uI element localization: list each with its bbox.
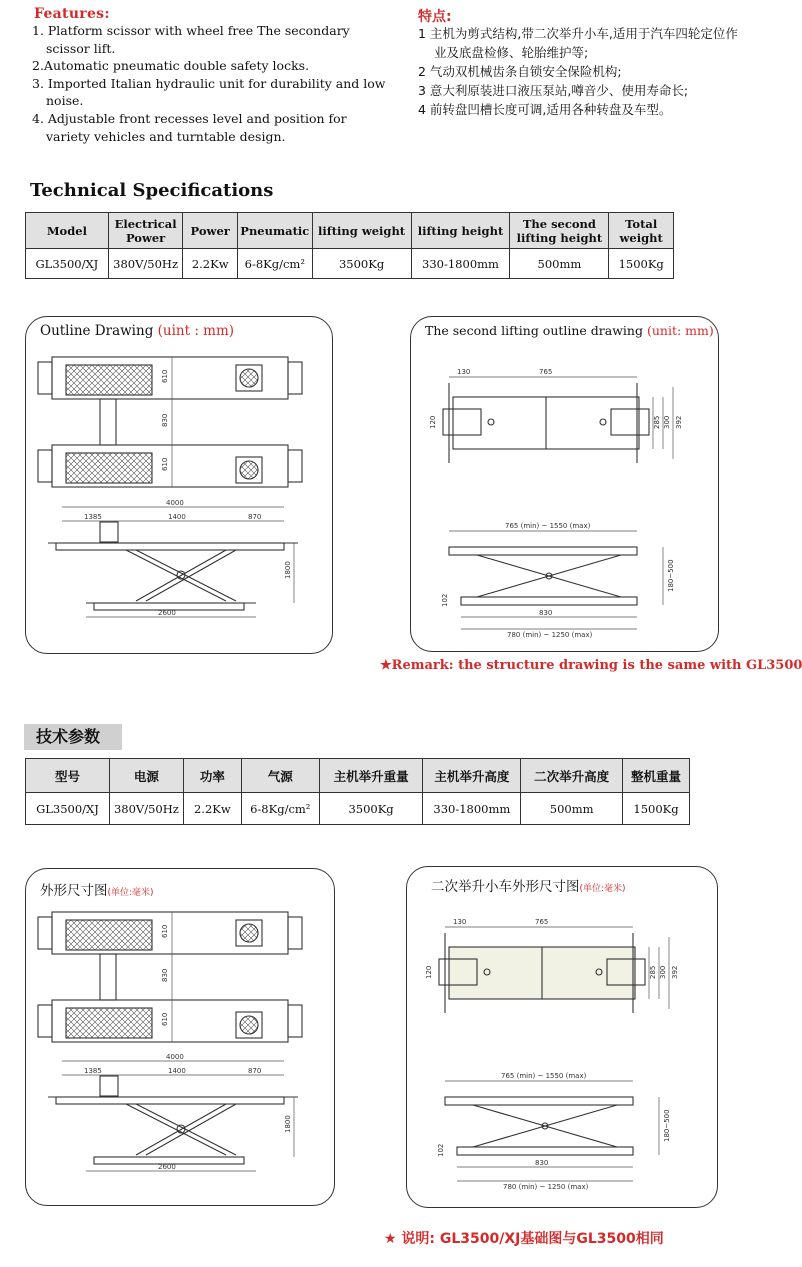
outline-drawing-title: Outline Drawing (uint : mm) [40, 323, 235, 339]
table-header: Power [183, 213, 238, 249]
table-header: 主机举升高度 [423, 759, 521, 793]
dim-label: 610 [161, 924, 169, 938]
table-header: lifting weight [312, 213, 411, 249]
table-header: 主机举升重量 [319, 759, 423, 793]
dim-label: 1385 [84, 513, 102, 521]
table-header: 整机重量 [623, 759, 690, 793]
dim-label: 830 [535, 1159, 549, 1167]
dim-label: 1800 [284, 561, 292, 579]
table-cell: 2.2Kw [183, 249, 238, 279]
table-cell: 6-8Kg/cm² [241, 793, 319, 825]
second-lift-drawing-zh [407, 867, 717, 1207]
table-header: Electrical Power [108, 213, 183, 249]
dim-label: 2600 [158, 609, 176, 617]
second-lift-drawing-zh-title: 二次举升小车外形尺寸图(单位:毫米) [431, 879, 626, 895]
table-cell: GL3500/XJ [26, 249, 109, 279]
list-item: 4 前转盘凹槽长度可调,适用各种转盘及车型。 [418, 102, 672, 117]
outline-drawing [26, 317, 332, 653]
list-item: 3. Imported Italian hydraulic unit for durability and low noise. [32, 75, 386, 109]
dim-label: 392 [671, 965, 679, 979]
table-cell: 380V/50Hz [108, 249, 183, 279]
dim-label: 1385 [84, 1067, 102, 1075]
table-header: lifting height [411, 213, 510, 249]
table-header: Pneumatic [237, 213, 312, 249]
dim-label: 610 [161, 457, 169, 471]
dim-label: 130 [453, 918, 467, 926]
spec-zh-table [25, 758, 690, 825]
list-item: 3 意大利原装进口液压泵站,噂音少、使用寿命长; [418, 83, 689, 98]
dim-label: 2600 [158, 1163, 176, 1171]
table-cell: 6-8Kg/cm² [237, 249, 312, 279]
dim-label: 300 [659, 965, 667, 979]
table-header: Total weight [609, 213, 674, 249]
dim-label: 830 [161, 968, 169, 982]
dim-label: 300 [663, 415, 671, 429]
dim-label: 102 [441, 593, 449, 607]
outline-drawing-zh-panel [25, 868, 335, 1206]
dim-label: 120 [425, 965, 433, 979]
dim-label: 780 (min) ~ 1250 (max) [507, 631, 593, 639]
dim-label: 4000 [166, 1053, 184, 1061]
spec-zh-title: 技术参数 [24, 724, 122, 750]
dim-label: 1800 [284, 1115, 292, 1133]
dim-label: 765 [535, 918, 549, 926]
dim-label: 870 [248, 513, 262, 521]
dim-label: 830 [539, 609, 553, 617]
remark-zh: ★ 说明: GL3500/XJ基础图与GL3500相同 [384, 1231, 664, 1247]
dim-label: 120 [429, 415, 437, 429]
list-item: 4. Adjustable front recesses level and position for variety vehicles and turntable design. [32, 110, 347, 144]
list-item: 2 气动双机械齿条自锁安全保险机构; [418, 64, 622, 79]
spec-title: Technical Specifications [30, 180, 274, 201]
dim-label: 1400 [168, 1067, 186, 1075]
table-cell: GL3500/XJ [26, 793, 110, 825]
dim-label: 4000 [166, 499, 184, 507]
table-cell: 330-1800mm [411, 249, 510, 279]
spec-table [25, 212, 674, 279]
features-zh-list [418, 24, 748, 119]
table-header: 功率 [183, 759, 241, 793]
table-cell: 380V/50Hz [109, 793, 183, 825]
dim-label: 870 [248, 1067, 262, 1075]
dim-label: 130 [457, 368, 471, 376]
table-cell: 3500Kg [312, 249, 411, 279]
dim-label: 285 [653, 415, 661, 429]
list-item: 1. Platform scissor with wheel free The secondary scissor lift. [32, 23, 350, 56]
table-cell: 3500Kg [319, 793, 423, 825]
table-cell: 1500Kg [609, 249, 674, 279]
features-zh-title: 特点: [418, 9, 452, 25]
dim-label: 180~500 [663, 1109, 671, 1142]
table-cell: 500mm [510, 249, 609, 279]
dim-label: 765 (min) ~ 1550 (max) [505, 522, 591, 530]
dim-label: 1400 [168, 513, 186, 521]
dim-label: 392 [675, 415, 683, 429]
dim-label: 765 (min) ~ 1550 (max) [501, 1072, 587, 1080]
list-item: 2.Automatic pneumatic double safety locks. [32, 58, 310, 74]
features-list [32, 22, 392, 145]
table-header: 二次举升高度 [521, 759, 623, 793]
list-item: 1 主机为剪式结构,带二次举升小车,适用于汽车四轮定位作业及底盘检修、轮胎维护等; [418, 26, 738, 60]
second-lift-drawing-panel [410, 316, 719, 652]
dim-label: 830 [161, 413, 169, 427]
outline-drawing-zh [26, 869, 334, 1205]
table-header: 气源 [241, 759, 319, 793]
second-lift-drawing-zh-panel [406, 866, 718, 1208]
table-cell: 2.2Kw [183, 793, 241, 825]
table-cell: 330-1800mm [423, 793, 521, 825]
dim-label: 765 [539, 368, 553, 376]
table-header: Model [26, 213, 109, 249]
dim-label: 780 (min) ~ 1250 (max) [503, 1183, 589, 1191]
table-header: The second lifting height [510, 213, 609, 249]
features-title: Features: [34, 6, 110, 22]
table-cell: 1500Kg [623, 793, 690, 825]
table-header: 电源 [109, 759, 183, 793]
outline-drawing-panel [25, 316, 333, 654]
remark-en: ★Remark: the structure drawing is the same with GL3500 [380, 658, 802, 673]
second-lift-drawing [411, 317, 718, 651]
dim-label: 102 [437, 1143, 445, 1157]
table-header: 型号 [26, 759, 110, 793]
outline-drawing-zh-title: 外形尺寸图(单位:毫米) [40, 883, 154, 899]
dim-label: 610 [161, 1012, 169, 1026]
second-lift-drawing-title: The second lifting outline drawing (unit: mm) [425, 323, 714, 338]
dim-label: 180~500 [667, 559, 675, 592]
dim-label: 610 [161, 369, 169, 383]
table-cell: 500mm [521, 793, 623, 825]
dim-label: 285 [649, 965, 657, 979]
